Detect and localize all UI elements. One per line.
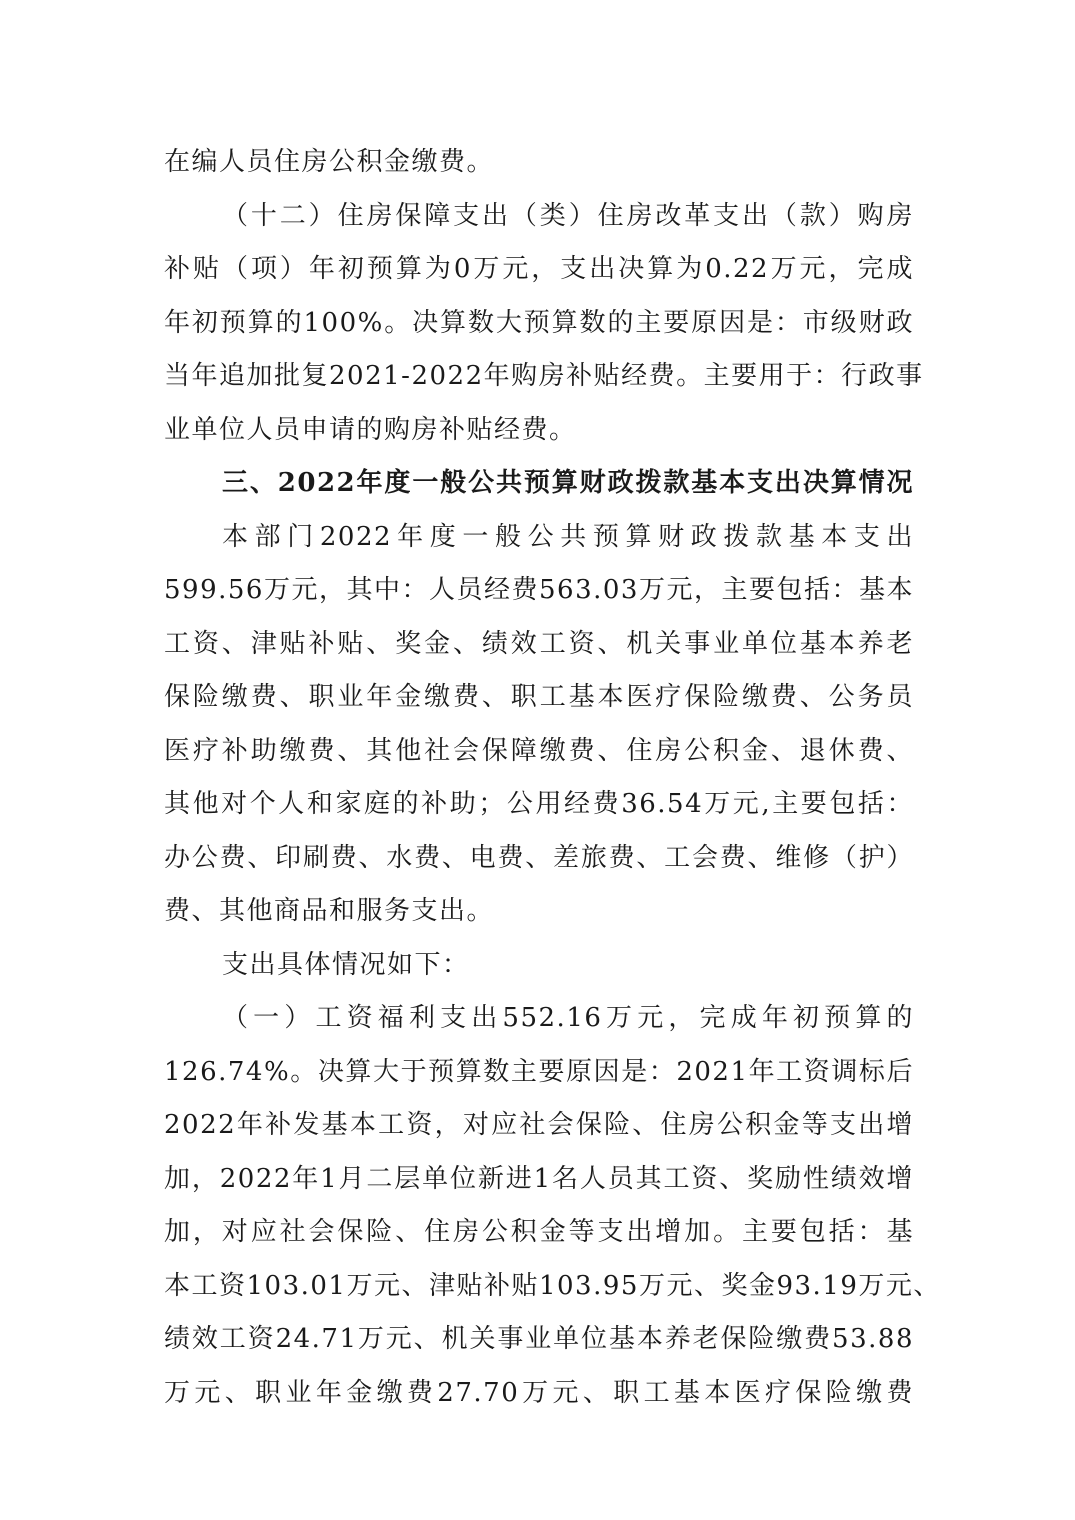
section-heading: 三、2022年度一般公共预算财政拨款基本支出决算情况 [222,468,914,498]
text-line: 保险缴费、职业年金缴费、职工基本医疗保险缴费、公务员 [164,682,914,712]
text-line: （一）工资福利支出552.16万元，完成年初预算的 [222,1003,914,1033]
text-line: （十二）住房保障支出（类）住房改革支出（款）购房 [222,200,914,231]
text-line: 2022年补发基本工资，对应社会保险、住房公积金等支出增 [164,1110,914,1140]
text-line: 支出具体情况如下： [222,949,470,980]
text-line: 业单位人员申请的购房补贴经费。 [164,414,577,445]
text-line: 其他对个人和家庭的补助；公用经费36.54万元,主要包括： [164,789,914,819]
text-line: 126.74%。决算大于预算数主要原因是：2021年工资调标后 [164,1056,914,1087]
text-line: 在编人员住房公积金缴费。 [164,147,495,177]
text-line: 加，对应社会保险、住房公积金等支出增加。主要包括：基 [164,1217,914,1247]
text-line: 医疗补助缴费、其他社会保障缴费、住房公积金、退休费、 [164,735,914,766]
text-line: 工资、津贴补贴、奖金、绩效工资、机关事业单位基本养老 [164,628,914,659]
document-page [164,136,941,1420]
text-line: 当年追加批复2021-2022年购房补贴经费。主要用于：行政事 [164,361,924,391]
text-line: 599.56万元，其中：人员经费563.03万元，主要包括：基本 [164,575,914,605]
text-line: 加，2022年1月二层单位新进1名人员其工资、奖励性绩效增 [164,1163,914,1194]
text-line: 绩效工资24.71万元、机关事业单位基本养老保险缴费53.88 [164,1324,914,1354]
text-line: 费、其他商品和服务支出。 [164,896,495,926]
text-line: 办公费、印刷费、水费、电费、差旅费、工会费、维修（护） [164,842,914,873]
text-line: 补贴（项）年初预算为0万元，支出决算为0.22万元，完成 [164,254,914,284]
text-line: 年初预算的100%。决算数大预算数的主要原因是：市级财政 [164,307,914,338]
text-line: 本工资103.01万元、津贴补贴103.95万元、奖金93.19万元、 [164,1270,941,1301]
text-line: 本部门2022年度一般公共预算财政拨款基本支出 [222,521,914,552]
text-line: 万元、职业年金缴费27.70万元、职工基本医疗保险缴费 [164,1377,914,1408]
